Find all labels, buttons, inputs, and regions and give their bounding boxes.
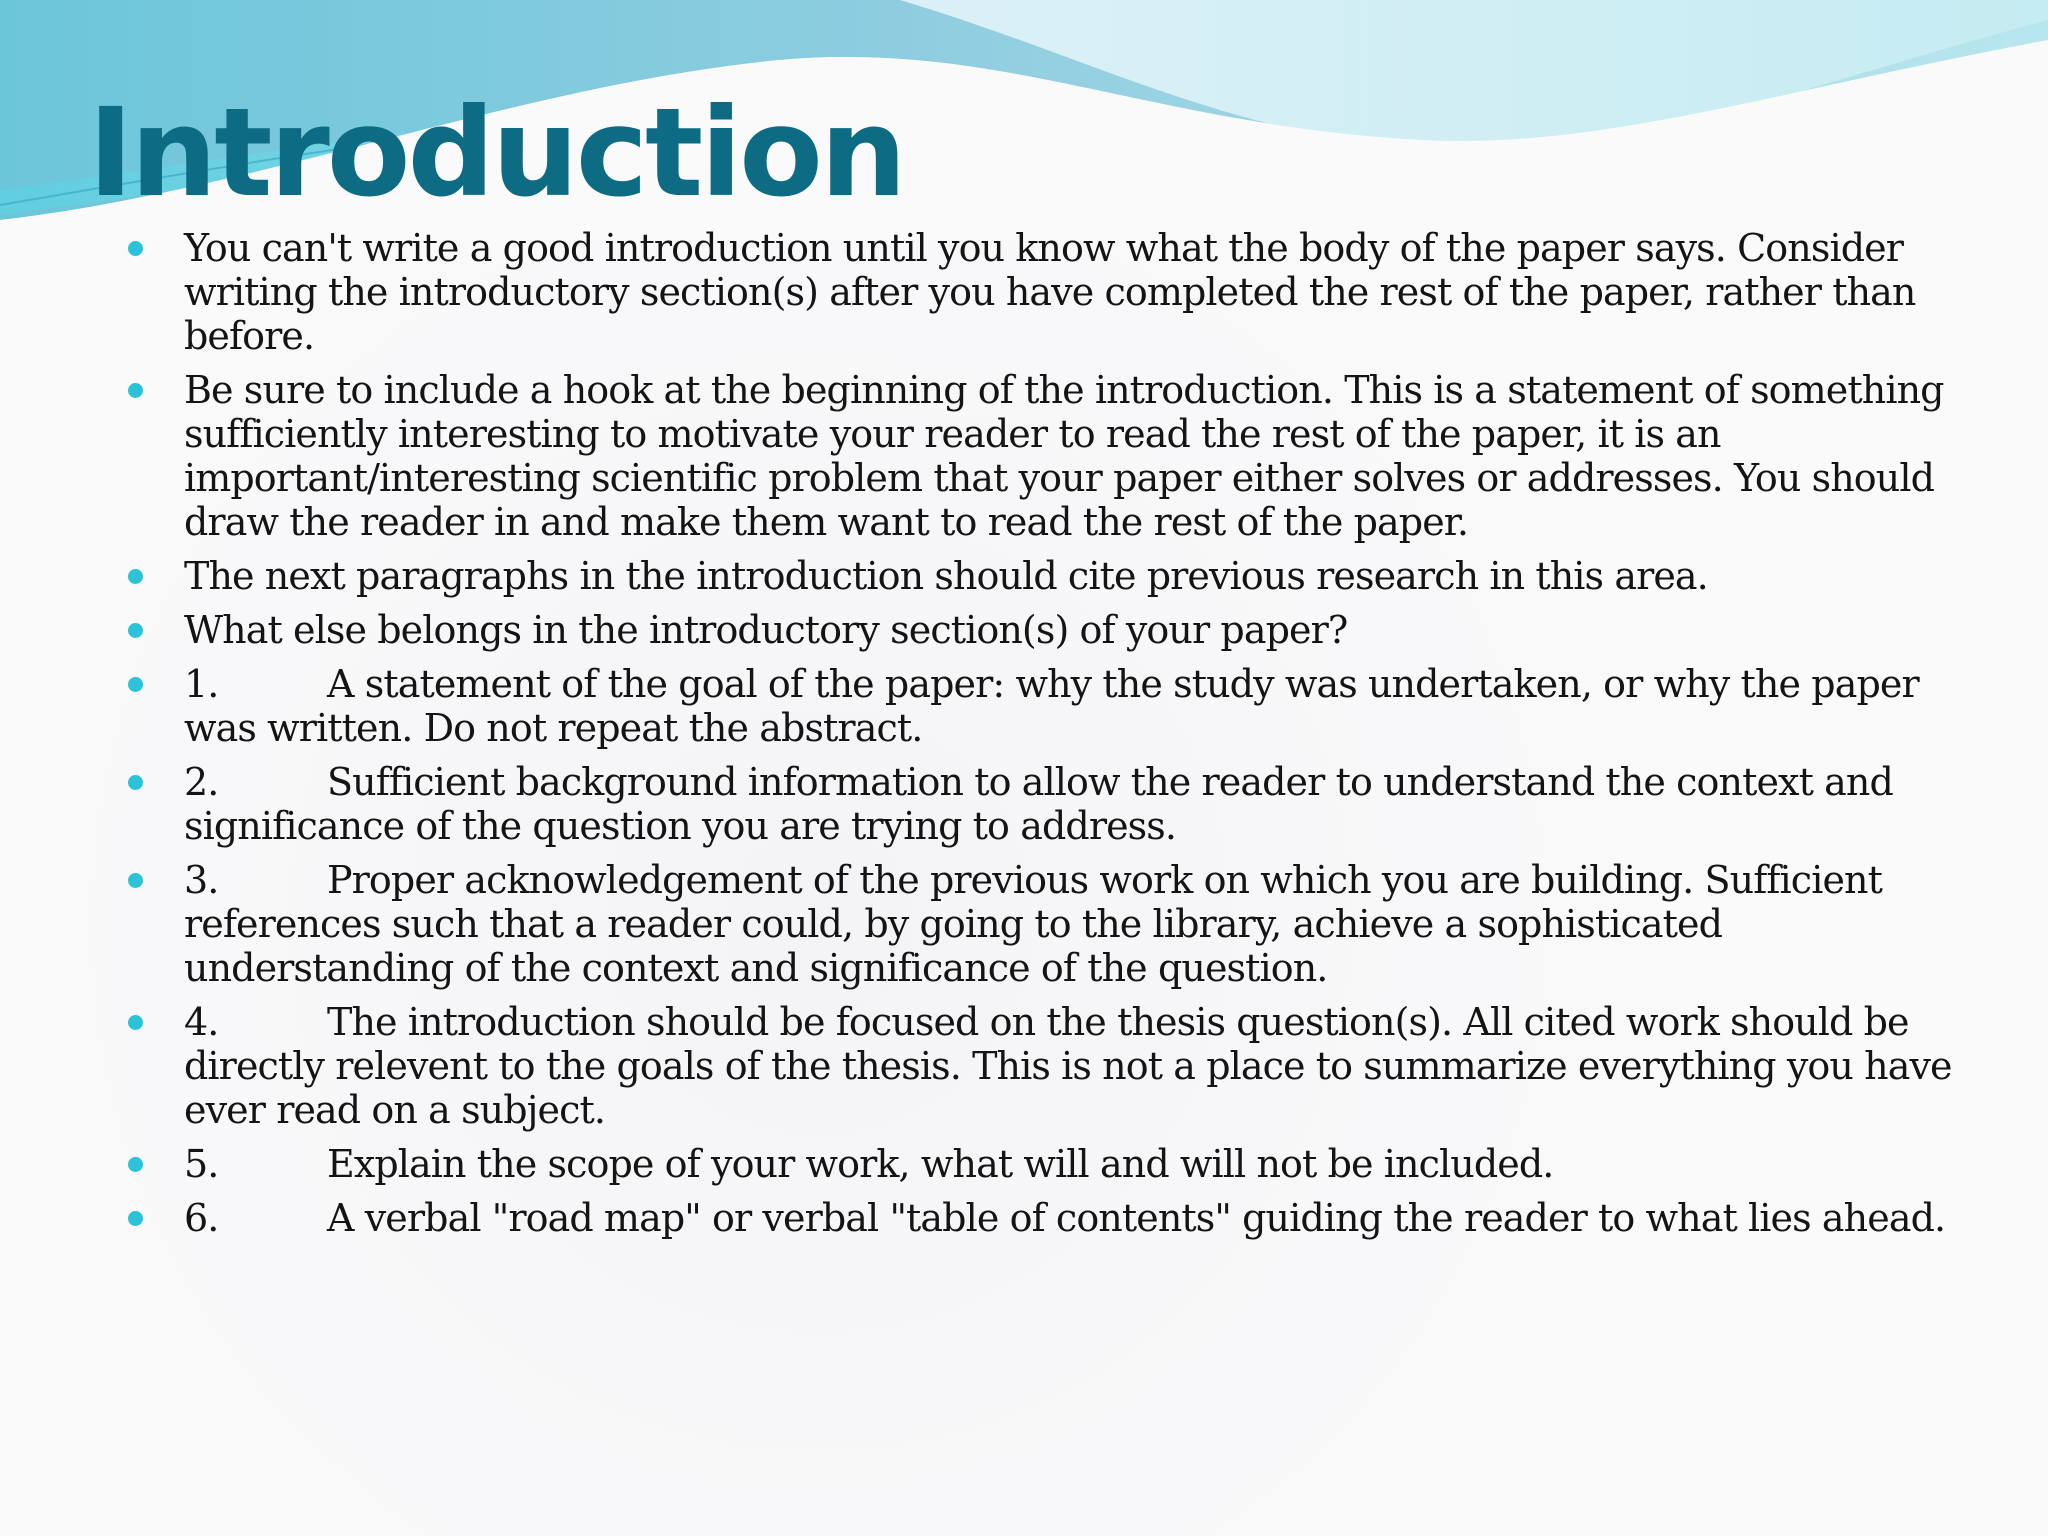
bullet-number: 2.	[184, 760, 219, 804]
bullet-text: You can't write a good introduction until you know what the body of the paper says. Consider writing the introductory section(s) after you have completed the rest of the paper, rather than before.	[184, 226, 1916, 358]
bullet-text: What else belongs in the introductory section(s) of your paper?	[184, 608, 1348, 652]
bullet-text: The next paragraphs in the introduction should cite previous research in this area.	[184, 554, 1708, 598]
bullet-item	[0, 368, 2048, 544]
bullet-item	[0, 760, 2048, 848]
bullet-dot-icon	[128, 1211, 143, 1226]
bullet-item	[0, 1000, 2048, 1132]
bullet-number: 5.	[184, 1142, 219, 1186]
bullet-item	[0, 1196, 2048, 1240]
bullet-item	[0, 858, 2048, 990]
bullet-text: The introduction should be focused on the thesis question(s). All cited work should be directly relevent to the goals of the thesis. This is not a place to summarize everything you have ever read on a subject.	[184, 1000, 1952, 1132]
bullet-item	[0, 662, 2048, 750]
bullet-text: Explain the scope of your work, what will and will not be included.	[327, 1142, 1554, 1186]
bullet-text: Proper acknowledgement of the previous work on which you are building. Sufficient references such that a reader could, by going to the library, achieve a sophisticated understanding of the context and significance of the question.	[184, 858, 1882, 990]
bullet-number: 1.	[184, 662, 219, 706]
bullet-dot-icon	[128, 1015, 143, 1030]
bullet-dot-icon	[128, 623, 143, 638]
bullet-list	[0, 226, 2048, 1250]
slide-title: Introduction	[88, 82, 904, 224]
bullet-text: A verbal "road map" or verbal "table of contents" guiding the reader to what lies ahead.	[327, 1196, 1946, 1240]
bullet-dot-icon	[128, 1157, 143, 1172]
bullet-dot-icon	[128, 775, 143, 790]
bullet-item	[0, 554, 2048, 598]
bullet-dot-icon	[128, 569, 143, 584]
bullet-dot-icon	[128, 677, 143, 692]
bullet-text: Be sure to include a hook at the beginning of the introduction. This is a statement of something sufficiently interesting to motivate your reader to read the rest of the paper, it is an important/interesting scientific problem that your paper either solves or addresses. You should draw the reader in and make them want to read the rest of the paper.	[184, 368, 1944, 544]
bullet-item	[0, 608, 2048, 652]
bullet-dot-icon	[128, 873, 143, 888]
bullet-item	[0, 226, 2048, 358]
bullet-number: 4.	[184, 1000, 219, 1044]
bullet-text: Sufficient background information to allow the reader to understand the context and significance of the question you are trying to address.	[184, 760, 1893, 848]
bullet-dot-icon	[128, 241, 143, 256]
bullet-number: 3.	[184, 858, 219, 902]
bullet-item	[0, 1142, 2048, 1186]
bullet-number: 6.	[184, 1196, 219, 1240]
bullet-dot-icon	[128, 383, 143, 398]
bullet-text: A statement of the goal of the paper: why the study was undertaken, or why the paper was written. Do not repeat the abstract.	[184, 662, 1919, 750]
